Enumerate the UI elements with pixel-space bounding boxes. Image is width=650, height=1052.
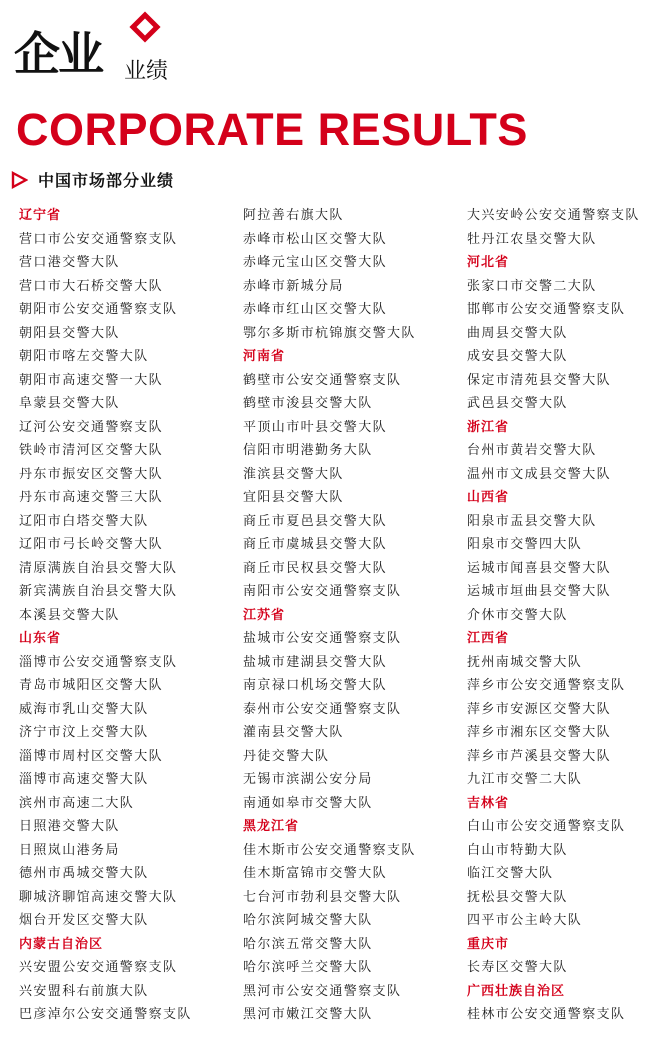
province-heading: 重庆市 <box>467 936 510 952</box>
unit-item: 黑河市嫩江交警大队 <box>243 1007 373 1022</box>
unit-item: 萍乡市芦溪县交警大队 <box>467 748 612 764</box>
page-title-cn-suffix: 业绩 <box>124 59 169 84</box>
unit-item: 鄂尔多斯市杭锦旗交警大队 <box>243 325 416 341</box>
results-column-2 <box>243 204 453 1027</box>
unit-item: 平顶山市叶县交警大队 <box>243 419 388 435</box>
unit-item: 营口港交警大队 <box>19 255 120 270</box>
unit-item: 白山市特勤大队 <box>467 842 568 858</box>
unit-item: 四平市公主岭大队 <box>467 913 583 928</box>
unit-item: 长寿区交警大队 <box>467 960 568 975</box>
unit-item: 德州市禹城交警大队 <box>19 866 149 881</box>
province-heading: 山东省 <box>19 631 62 646</box>
unit-item: 新宾满族自治县交警大队 <box>19 584 178 599</box>
results-column-1 <box>19 204 229 1027</box>
unit-item: 阜蒙县交警大队 <box>19 396 120 411</box>
unit-item: 鹤壁市浚县交警大队 <box>243 396 373 411</box>
unit-item: 商丘市夏邑县交警大队 <box>243 513 388 529</box>
unit-item: 铁岭市清河区交警大队 <box>19 443 164 458</box>
unit-item: 商丘市虞城县交警大队 <box>243 537 388 552</box>
unit-item: 丹徒交警大队 <box>243 748 330 764</box>
province-heading: 江苏省 <box>243 607 286 623</box>
unit-item: 清原满族自治县交警大队 <box>19 560 178 576</box>
province-heading: 辽宁省 <box>19 208 62 223</box>
unit-item: 营口市大石桥交警大队 <box>19 278 164 294</box>
unit-item: 信阳市明港勤务大队 <box>243 443 373 458</box>
province-heading: 吉林省 <box>467 795 510 811</box>
unit-item: 本溪县交警大队 <box>19 607 120 623</box>
unit-item: 临江交警大队 <box>467 866 554 881</box>
unit-item: 抚州南城交警大队 <box>467 654 583 670</box>
unit-item: 日照岚山港务局 <box>19 842 120 858</box>
unit-item: 南京禄口机场交警大队 <box>243 678 388 693</box>
results-column-3 <box>467 204 650 1027</box>
unit-item: 介休市交警大队 <box>467 607 568 623</box>
unit-item: 巴彦淖尔公安交通警察支队 <box>19 1007 192 1022</box>
unit-item: 白山市公安交通警察支队 <box>467 819 626 834</box>
unit-item: 丹东市振安区交警大队 <box>19 466 164 482</box>
unit-item: 赤峰市红山区交警大队 <box>243 302 388 317</box>
unit-item: 辽阳市弓长岭交警大队 <box>19 537 164 552</box>
province-heading: 山西省 <box>467 490 510 505</box>
unit-item: 台州市黄岩交警大队 <box>467 443 597 458</box>
unit-item: 牡丹江农垦交警大队 <box>467 231 597 247</box>
unit-item: 哈尔滨呼兰交警大队 <box>243 960 373 975</box>
unit-item: 朝阳市喀左交警大队 <box>19 349 149 364</box>
section-title: 中国市场部分业绩 <box>38 171 175 190</box>
province-heading: 内蒙古自治区 <box>19 936 104 952</box>
unit-item: 淄博市周村区交警大队 <box>19 748 164 764</box>
unit-item: 淮滨县交警大队 <box>243 466 344 482</box>
unit-item: 辽阳市白塔交警大队 <box>19 513 149 529</box>
unit-item: 萍乡市安源区交警大队 <box>467 701 612 717</box>
unit-item: 大兴安岭公安交通警察支队 <box>467 208 640 223</box>
unit-item: 朝阳市高速交警一大队 <box>19 372 164 388</box>
unit-item: 威海市乳山交警大队 <box>19 701 149 717</box>
unit-item: 赤峰市松山区交警大队 <box>243 231 388 247</box>
unit-item: 成安县交警大队 <box>467 349 568 364</box>
unit-item: 南阳市公安交通警察支队 <box>243 584 402 599</box>
unit-item: 淄博市公安交通警察支队 <box>19 654 178 670</box>
unit-item: 桂林市公安交通警察支队 <box>467 1007 626 1022</box>
unit-item: 武邑县交警大队 <box>467 396 568 411</box>
unit-item: 邯郸市公安交通警察支队 <box>467 302 626 317</box>
unit-item: 青岛市城阳区交警大队 <box>19 678 164 693</box>
unit-item: 萍乡市湘东区交警大队 <box>467 725 612 740</box>
unit-item: 南通如皋市交警大队 <box>243 795 373 811</box>
unit-item: 阳泉市盂县交警大队 <box>467 513 597 529</box>
province-heading: 浙江省 <box>467 419 510 435</box>
unit-item: 日照港交警大队 <box>19 819 120 834</box>
unit-item: 张家口市交警二大队 <box>467 278 597 294</box>
unit-item: 九江市交警二大队 <box>467 772 583 787</box>
unit-item: 泰州市公安交通警察支队 <box>243 701 402 717</box>
unit-item: 阳泉市交警四大队 <box>467 537 583 552</box>
province-heading: 江西省 <box>467 631 510 646</box>
unit-item: 佳木斯市公安交通警察支队 <box>243 842 416 858</box>
unit-item: 七台河市勃利县交警大队 <box>243 889 402 905</box>
unit-item: 辽河公安交通警察支队 <box>19 419 164 435</box>
unit-item: 鹤壁市公安交通警察支队 <box>243 372 402 388</box>
unit-item: 盐城市建湖县交警大队 <box>243 654 388 670</box>
unit-item: 盐城市公安交通警察支队 <box>243 631 402 646</box>
diamond-logo-icon <box>129 11 160 42</box>
unit-item: 萍乡市公安交通警察支队 <box>467 678 626 693</box>
unit-item: 抚松县交警大队 <box>467 889 568 905</box>
unit-item: 运城市闻喜县交警大队 <box>467 560 612 576</box>
unit-item: 朝阳县交警大队 <box>19 325 120 341</box>
play-triangle-icon <box>10 171 28 189</box>
unit-item: 济宁市汶上交警大队 <box>19 725 149 740</box>
section-header <box>10 168 174 191</box>
page-title-en: CORPORATE RESULTS <box>16 104 528 155</box>
unit-item: 兴安盟科右前旗大队 <box>19 983 149 999</box>
unit-item: 赤峰元宝山区交警大队 <box>243 255 388 270</box>
unit-item: 保定市清苑县交警大队 <box>467 372 612 388</box>
unit-item: 运城市垣曲县交警大队 <box>467 584 612 599</box>
header <box>0 0 650 190</box>
unit-item: 温州市文成县交警大队 <box>467 466 612 482</box>
unit-item: 宜阳县交警大队 <box>243 490 344 505</box>
province-heading: 黑龙江省 <box>243 819 300 834</box>
unit-item: 烟台开发区交警大队 <box>19 913 149 928</box>
unit-item: 兴安盟公安交通警察支队 <box>19 960 178 975</box>
page-title-cn: 企业 <box>14 27 102 81</box>
unit-item: 佳木斯富锦市交警大队 <box>243 866 388 881</box>
results-list <box>0 204 650 1044</box>
unit-item: 灌南县交警大队 <box>243 725 344 740</box>
unit-item: 阿拉善右旗大队 <box>243 208 344 223</box>
province-heading: 广西壮族自治区 <box>467 983 566 999</box>
unit-item: 哈尔滨五常交警大队 <box>243 936 373 952</box>
unit-item: 无锡市滨湖公安分局 <box>243 772 373 787</box>
province-heading: 河北省 <box>467 255 510 270</box>
unit-item: 哈尔滨阿城交警大队 <box>243 913 373 928</box>
unit-item: 滨州市高速二大队 <box>19 795 135 811</box>
unit-item: 黑河市公安交通警察支队 <box>243 983 402 999</box>
unit-item: 曲周县交警大队 <box>467 325 568 341</box>
unit-item: 赤峰市新城分局 <box>243 278 344 294</box>
unit-item: 淄博市高速交警大队 <box>19 772 149 787</box>
unit-item: 聊城济聊馆高速交警大队 <box>19 889 178 905</box>
province-heading: 河南省 <box>243 349 286 364</box>
unit-item: 商丘市民权县交警大队 <box>243 560 388 576</box>
unit-item: 丹东市高速交警三大队 <box>19 490 164 505</box>
unit-item: 营口市公安交通警察支队 <box>19 231 178 247</box>
unit-item: 朝阳市公安交通警察支队 <box>19 302 178 317</box>
